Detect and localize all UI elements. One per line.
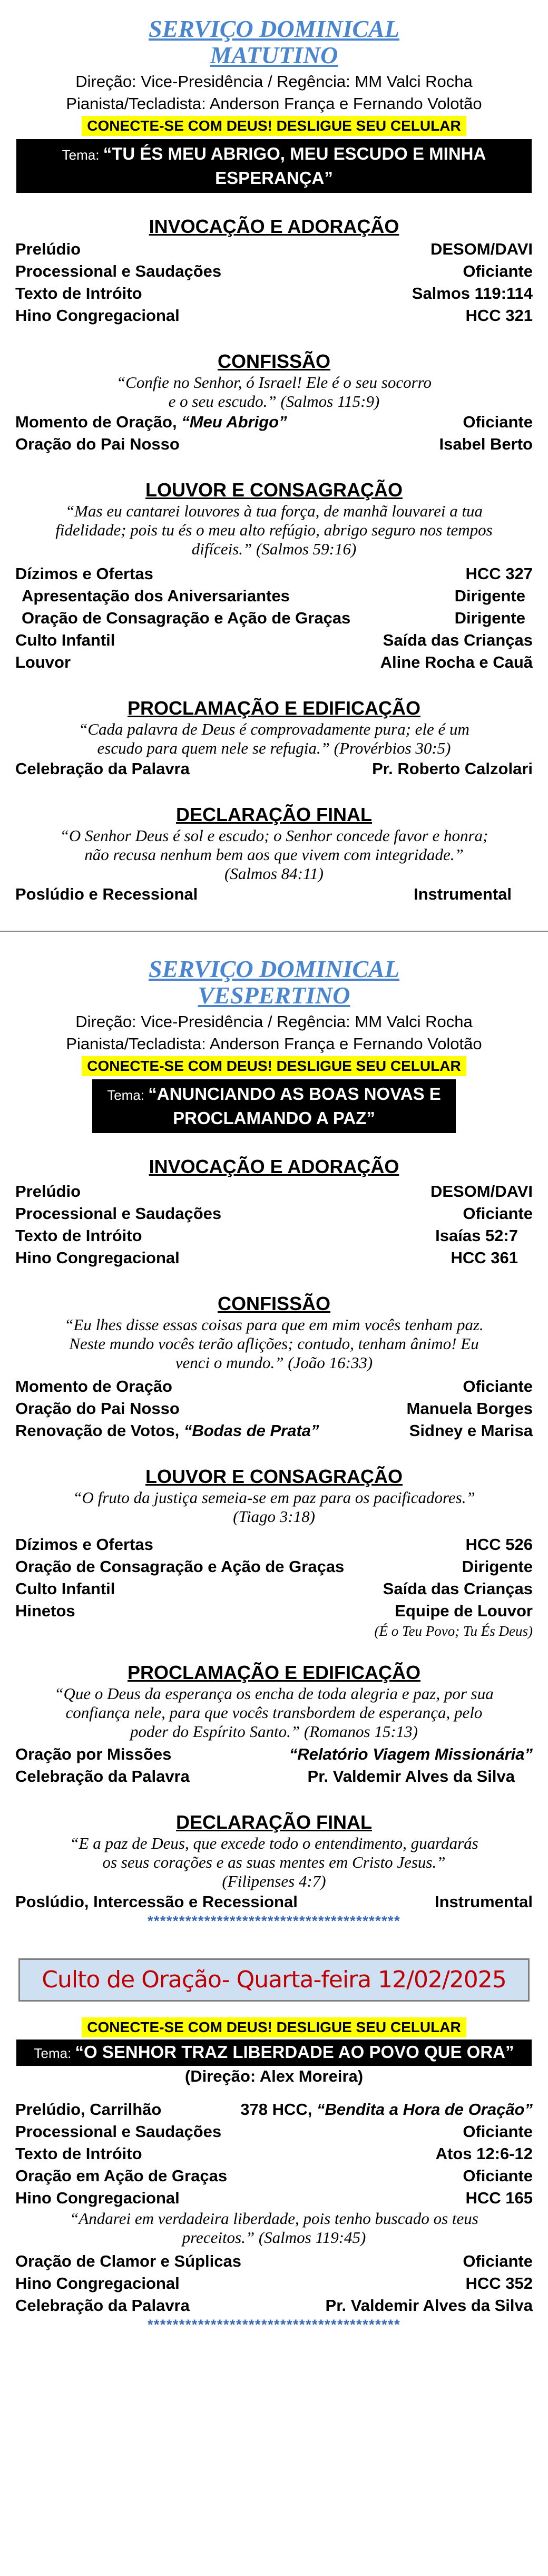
prayer-direction: (Direção: Alex Moreira) xyxy=(184,2067,364,2085)
list-item: Hino Congregacional HCC 321 xyxy=(15,306,533,325)
list-item: Culto Infantil Saída das Crianças xyxy=(15,631,533,649)
evening-pianists: Pianista/Tecladista: Anderson França e Fernando Volotão xyxy=(66,1035,482,1053)
list-item: Momento de Oração, “Meu Abrigo” Oficiante xyxy=(15,413,533,431)
morning-confession-verse: “Confie no Senhor, ó Israel! Ele é o seu socorro e o seu escudo.” (Salmos 115:9) xyxy=(116,373,432,411)
list-item: Dízimos e Ofertas HCC 526 xyxy=(15,1535,533,1554)
prayer-verse: “Andarei em verdadeira liberdade, pois tenho buscado os teus preceitos.” (Salmos 119:45) xyxy=(70,2209,478,2247)
morning-service xyxy=(15,0,533,905)
list-item: Celebração da Palavra Pr. Roberto Calzolari xyxy=(15,759,533,778)
morning-proclamation-verse: “Cada palavra de Deus é comprovadamente pura; ele é um escudo para quem nele se refugia.” (Provérbios 30:5) xyxy=(79,720,469,757)
list-item: Texto de Intróito Atos 12:6-12 xyxy=(15,2144,533,2163)
prayer-service-title: Culto de Oração- Quarta-feira 12/02/2025 xyxy=(18,1958,530,2002)
evening-final-verse: “E a paz de Deus, que excede todo o entendimento, guardarás os seus corações e as suas mentes em Cristo Jesus.” (Filipenses 4:7) xyxy=(70,1834,478,1890)
list-item: Dízimos e Ofertas HCC 327 xyxy=(15,564,533,583)
morning-slogan: CONECTE-SE COM DEUS! DESLIGUE SEU CELULAR xyxy=(82,116,466,136)
evening-service xyxy=(15,932,533,1929)
list-item: Texto de Intróito Isaías 52:7 xyxy=(15,1226,518,1245)
evening-final-heading: DECLARAÇÃO FINAL xyxy=(176,1811,372,1833)
morning-invocation-list xyxy=(15,238,533,327)
evening-invocation-heading: INVOCAÇÃO E ADORAÇÃO xyxy=(149,1156,399,1177)
list-item: Celebração da Palavra Pr. Valdemir Alves da Silva xyxy=(15,2296,533,2315)
list-item: Oração do Pai Nosso Manuela Borges xyxy=(15,1399,533,1418)
list-item: Oração de Consagração e Ação de Graças Dirigente xyxy=(15,1557,533,1576)
list-item: Prelúdio, Carrilhão 378 HCC, “Bendita a Hora de Oração” xyxy=(15,2100,533,2119)
prayer-theme: Tema: “O SENHOR TRAZ LIBERDADE AO POVO QUE ORA” xyxy=(16,2040,532,2066)
list-item: Texto de Intróito Salmos 119:114 xyxy=(15,284,533,303)
morning-praise-verse: “Mas eu cantarei louvores à tua força, de manhã louvarei a tua fidelidade; pois tu és o meu alto refúgio, abrigo seguro nos tempos difíceis.” (Salmos 59:16) xyxy=(55,502,493,558)
evening-proclamation-verse: “Que o Deus da esperança os encha de toda alegria e paz, por sua confiança nele, para que vocês transbordem de esperança, pelo poder do Espírito Santo.” (Romanos 15:13) xyxy=(54,1684,494,1741)
list-item: Louvor Aline Rocha e Cauã xyxy=(15,653,533,671)
list-item: Oração em Ação de Graças Oficiante xyxy=(15,2167,533,2185)
list-item: Processional e Saudações Oficiante xyxy=(15,2122,533,2141)
list-item: Celebração da Palavra Pr. Valdemir Alves da Silva xyxy=(15,1767,515,1785)
morning-pianists: Pianista/Tecladista: Anderson França e Fernando Volotão xyxy=(66,94,482,113)
list-item: Oração por Missões “Relatório Viagem Missionária” xyxy=(15,1745,533,1763)
morning-proclamation-heading: PROCLAMAÇÃO E EDIFICAÇÃO xyxy=(128,697,420,719)
evening-confession-verse: “Eu lhes disse essas coisas para que em mim vocês tenham paz. Neste mundo vocês terão aflições; contudo, tenham ânimo! Eu venci o mundo.” (João 16:33) xyxy=(64,1315,484,1372)
morning-title: SERVIÇO DOMINICAL MATUTINO xyxy=(149,15,399,69)
list-item: Oração de Clamor e Súplicas Oficiante xyxy=(15,2252,533,2270)
evening-theme: Tema: “ANUNCIANDO AS BOAS NOVAS E PROCLAMANDO A PAZ” xyxy=(92,1079,456,1133)
evening-confession-heading: CONFISSÃO xyxy=(217,1293,330,1314)
list-item: Poslúdio e Recessional Instrumental xyxy=(15,885,512,903)
evening-title: SERVIÇO DOMINICAL VESPERTINO xyxy=(149,955,399,1009)
evening-slogan: CONECTE-SE COM DEUS! DESLIGUE SEU CELULAR xyxy=(82,1056,466,1076)
star-divider: **************************************** xyxy=(147,2317,401,2333)
list-item: Culto Infantil Saída das Crianças xyxy=(15,1579,533,1598)
list-item: Processional e Saudações Oficiante xyxy=(15,262,533,280)
prayer-service xyxy=(15,1929,533,2333)
list-item: Momento de Oração Oficiante xyxy=(15,1377,533,1396)
list-item: Processional e Saudações Oficiante xyxy=(15,1204,533,1223)
list-item: Renovação de Votos, “Bodas de Prata” Sidney e Marisa xyxy=(15,1421,533,1440)
prayer-slogan: CONECTE-SE COM DEUS! DESLIGUE SEU CELULAR xyxy=(82,2017,466,2037)
list-item: Hino Congregacional HCC 361 xyxy=(15,1248,518,1267)
list-item: Oração de Consagração e Ação de Graças Dirigente xyxy=(22,609,525,627)
evening-proclamation-heading: PROCLAMAÇÃO E EDIFICAÇÃO xyxy=(128,1662,420,1683)
evening-praise-verse: “O fruto da justiça semeia-se em paz para os pacificadores.” (Tiago 3:18) xyxy=(73,1488,475,1526)
list-item: Apresentação dos Aniversariantes Dirigente xyxy=(22,587,525,605)
morning-final-heading: DECLARAÇÃO FINAL xyxy=(176,804,372,825)
hymn-note: (É o Teu Povo; Tu És Deus) xyxy=(374,1623,533,1639)
list-item: Oração do Pai Nosso Isabel Berto xyxy=(15,435,533,453)
list-item: Hinetos Equipe de Louvor xyxy=(15,1602,533,1620)
morning-confession-heading: CONFISSÃO xyxy=(217,350,330,372)
evening-direction: Direção: Vice-Presidência / Regência: MM Valci Rocha xyxy=(75,1012,473,1031)
list-item: Prelúdio DESOM/DAVI xyxy=(15,1182,533,1201)
evening-praise-heading: LOUVOR E CONSAGRAÇÃO xyxy=(145,1466,403,1487)
list-item: Poslúdio, Intercessão e Recessional Instrumental xyxy=(15,1892,533,1911)
star-divider: **************************************** xyxy=(147,1913,401,1929)
morning-invocation-heading: INVOCAÇÃO E ADORAÇÃO xyxy=(149,216,399,237)
morning-final-verse: “O Senhor Deus é sol e escudo; o Senhor concede favor e honra; não recusa nenhum bem aos que vivem com integridade.” (Salmos 84:11) xyxy=(60,826,488,883)
morning-theme: Tema: “TU ÉS MEU ABRIGO, MEU ESCUDO E MINHA ESPERANÇA” xyxy=(16,139,532,193)
list-item: Hino Congregacional HCC 165 xyxy=(15,2189,533,2207)
morning-direction: Direção: Vice-Presidência / Regência: MM Valci Rocha xyxy=(75,72,473,91)
morning-praise-heading: LOUVOR E CONSAGRAÇÃO xyxy=(145,479,403,501)
list-item: Hino Congregacional HCC 352 xyxy=(15,2274,533,2292)
list-item: Prelúdio DESOM/DAVI xyxy=(15,240,533,258)
